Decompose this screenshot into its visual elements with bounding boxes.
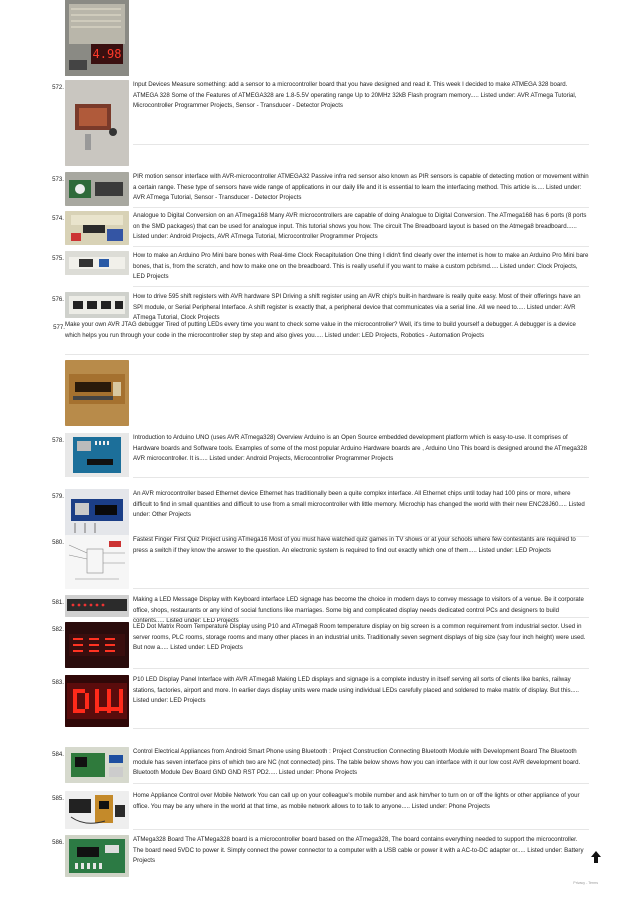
entry-thumbnail[interactable] xyxy=(65,535,129,589)
divider xyxy=(133,728,589,729)
divider xyxy=(133,286,589,287)
entry-thumbnail[interactable] xyxy=(65,80,129,166)
entry-description: An AVR microcontroller based Ethernet device Ethernet has traditionally been a quite complex interface. All Ethernet chips until today had 100 pins or more, where difficult to find in small quantities and difficult to use from a small microcontroller with little memory. Microchip has changed the world with their new ENC28J60..... Listed under: Other Projects xyxy=(133,490,585,519)
entry-number: 574. xyxy=(52,215,64,222)
footer-links[interactable]: Privacy - Terms xyxy=(573,881,598,885)
entry-description: Input Devices Measure something: add a sensor to a microcontroller board that you have designed and read it. This week I decided to make ATMEGA 328 board. ATMEGA 328 Some of the Features of ATMEGA328 are 1.8-5.5V operating range Up to 20MHz 32kB Flash program memory..... Listed under: AVR ATmega Tutorial, Microcontroller Programmer Projects, Sensor - Transducer - Detector Projects xyxy=(133,81,577,110)
entry-description: Fastest Finger First Quiz Project using ATmega16 Most of you must have watched quiz games in TV shows or at your schools where few contestants are required to press a switch if they know the answer to the question. An electronic system is required to find out exactly which one of them..... Listed under: LED Projects xyxy=(133,536,576,554)
entry-number: 575. xyxy=(52,255,64,262)
back-to-top-button[interactable] xyxy=(591,851,601,863)
entry-number: 572. xyxy=(52,84,64,91)
entry-number: 579. xyxy=(52,493,64,500)
entry-thumbnail[interactable] xyxy=(65,791,129,829)
entry-number: 577. xyxy=(53,324,65,331)
entry-thumbnail[interactable] xyxy=(65,489,129,537)
entry-description: PIR motion sensor interface with AVR-microcontroller ATMEGA32 Passive infra red sensor also known as PIR sensors is capable of detecting motion or movement within a certain range. These type of sensors have wide range of applications in our daily life and it is essential to learn the interfacing method. This article is..... Listed under: AVR ATmega Tutorial, Sensor - Transducer - Detector Projects xyxy=(133,173,589,202)
divider xyxy=(133,207,589,208)
divider xyxy=(133,144,589,145)
entry-number: 578. xyxy=(52,437,64,444)
entry-number: 573. xyxy=(52,176,64,183)
divider xyxy=(133,588,589,589)
entry-description: Introduction to Arduino UNO (uses AVR ATmega328) Overview Arduino is an Open Source embedded development platform which is easy-to-use. It comprises of Hardware boards and Software tools. Examples of some of the most popular Arduino Hardware boards are , Arduino Uno This board is designed around the ATmega328 AVR microcontroller. It is..... Listed under: Android Projects, Microcontroller Programmer Projects xyxy=(133,434,588,463)
entry-thumbnail[interactable] xyxy=(65,251,129,275)
entry-number: 586. xyxy=(52,839,64,846)
entry-description: ATMega328 Board The ATMega328 board is a microcontroller board based on the ATmega328, The board contains everything needed to support the microcontroller. The board need 5VDC to power it. Simply connect the power connector to a computer with a USB cable or power it with a AC-to-DC adapter or..... Listed under: Battery Projects xyxy=(133,836,584,865)
entry-description: P10 LED Display Panel Interface with AVR ATmega8 Making LED displays and signage is a complete industry in itself serving all sorts of clients like banks, railway stations, factories, airport and more. In earlier days display units were made using individual LEDs carefully placed and soldered to make matrix of display. But this..... Listed under: LED Projects xyxy=(133,676,579,705)
divider xyxy=(133,477,589,478)
divider xyxy=(133,617,589,618)
divider xyxy=(133,783,589,784)
entry-description: Making a LED Message Display with Keyboard interface LED signage has become the choice in modern days to convey message to visitors of a venue. Be it corporate office, shops, restaurants or any kind of social functions like marriages. Some big and complicated display needs dedicated control PCs and designers to build contents..... Listed under: LED Projects xyxy=(133,596,584,625)
entry-thumbnail[interactable] xyxy=(65,747,129,783)
entry-thumbnail[interactable] xyxy=(65,211,129,245)
led-readout: 4.98 xyxy=(92,47,122,61)
entry-number: 580. xyxy=(52,539,64,546)
entry-description: Analogue to Digital Conversion on an ATmega168 Many AVR microcontrollers are capable of doing Analogue to Digital Conversion. The ATmega168 has 6 ports (8 ports on the SMD packages) that can be used for analogue input. This tutorial shows you how. The circuit The Breadboard layout is based on the Atmega8 breadboard...... Listed under: Android Projects, AVR ATmega Tutorial, Microcontroller Programmer Projects xyxy=(133,212,587,241)
entry-number: 582. xyxy=(52,626,64,633)
entry-thumbnail[interactable] xyxy=(65,835,129,877)
entry-thumbnail[interactable] xyxy=(65,360,129,426)
entry-thumbnail[interactable] xyxy=(65,622,129,668)
entry-number: 585. xyxy=(52,795,64,802)
entry-description: LED Dot Matrix Room Temperature Display using P10 and ATmega8 Room temperature display on big screen is a common requirement from industrial sector. Used in server rooms, PLC rooms, storage rooms and many other places in an industrial units. Traditionally seven segment displays of big size (say four inch height) were used. But now a..... Listed under: LED Projects xyxy=(133,623,586,652)
divider xyxy=(133,246,589,247)
entry-description: Home Appliance Control over Mobile Network You can call up on your colleague's mobile number and ask him/her to turn on or off the lights or other appliance of your office. You may be any where in the world at that time, as mobile network allows to to talk to anyone..... Listed under: Phone Projects xyxy=(133,792,580,810)
entry-number: 576. xyxy=(52,296,64,303)
entry-thumbnail[interactable] xyxy=(65,433,129,477)
entry-description: How to make an Arduino Pro Mini bare bones with Real-time Clock Recapitulation One thing I didn't find clearly over the internet is how to make an Arduino Pro Mini bare bones, that is, from the scratch, and how to make one on the breadboard. This is really useful if you want to make a custom pcb/smd..... Listed under: Clock Projects, LED Projects xyxy=(133,252,589,281)
entry-thumbnail[interactable] xyxy=(65,172,129,206)
entry-thumbnail[interactable] xyxy=(65,292,129,318)
divider xyxy=(133,668,589,669)
entry-thumbnail[interactable] xyxy=(65,595,129,617)
entry-number: 581. xyxy=(52,599,64,606)
entry-number: 584. xyxy=(52,751,64,758)
entry-thumbnail-top[interactable] xyxy=(65,0,129,76)
entry-description: Make your own AVR JTAG debugger Tired of putting LEDs every time you want to check some value in the microcontroller? Well, it's time to build yourself a debugger. A debugger is a device which helps you run through your code in the microcontroller step by step and also gives you..... Listed under: LED Projects, Robotics - Automation Projects xyxy=(65,321,576,339)
divider xyxy=(133,829,589,830)
entry-thumbnail[interactable] xyxy=(65,675,129,727)
entry-description: Control Electrical Appliances from Android Smart Phone using Bluetooth : Project Construction Connecting Bluetooth Module with Development Board The Bluetooth module has seven interface pins of which two are NC (not connected) pins. The table below shows how you can interface with it our low cost AVR development board. Bluetooth Module Dev Board GND GND RST PD2..... Listed under: Phone Projects xyxy=(133,748,581,777)
entry-description: How to drive 595 shift registers with AVR hardware SPI Driving a shift register using an AVR chip's built-in hardware is really quite easy. Most of their offerings have an SPI module, or Serial Peripheral Interface. A shift register is exactly that, a peripheral device that communicates via a serial line. All we need to..... Listed under: AVR ATmega Tutorial, Clock Projects xyxy=(133,293,581,322)
divider xyxy=(65,354,589,355)
entry-number: 583. xyxy=(52,679,64,686)
arrow-up-icon xyxy=(591,851,601,863)
